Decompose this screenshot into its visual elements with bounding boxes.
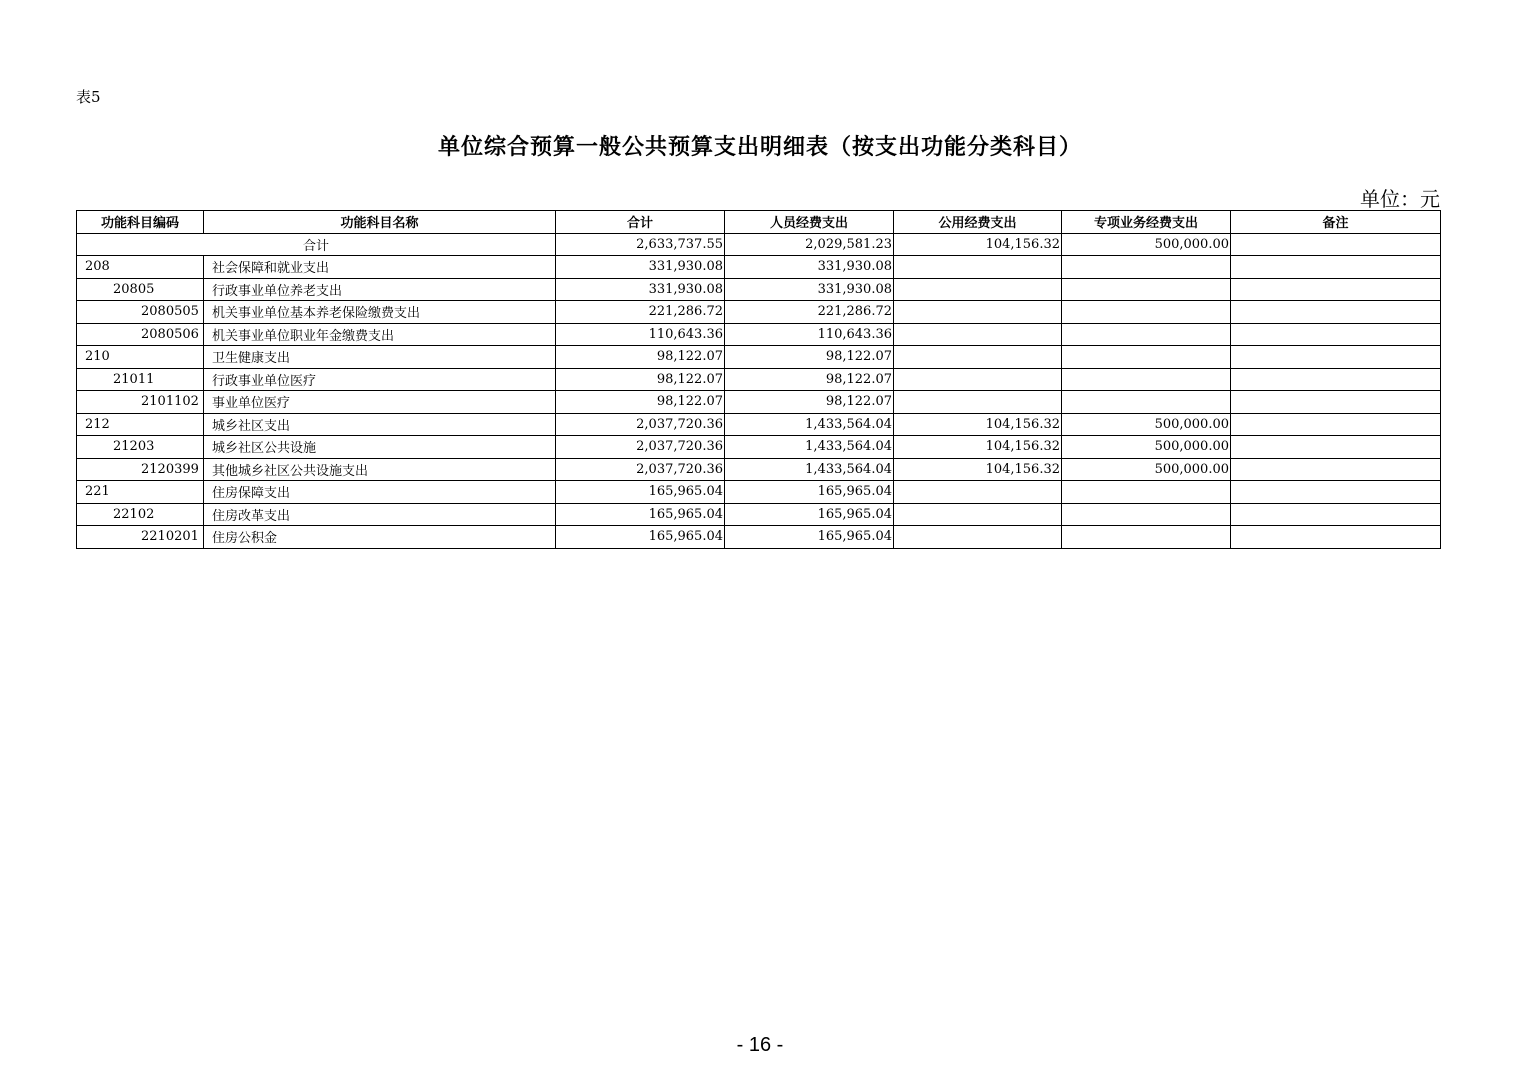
cell-note xyxy=(1231,436,1441,459)
budget-table xyxy=(76,210,1441,549)
cell-code: 21203 xyxy=(77,436,204,459)
cell-special xyxy=(1062,368,1231,391)
column-header-code: 功能科目编码 xyxy=(77,211,204,234)
cell-total: 331,930.08 xyxy=(556,256,725,279)
cell-code: 2080506 xyxy=(77,323,204,346)
column-header-name: 功能科目名称 xyxy=(204,211,556,234)
column-header-special: 专项业务经费支出 xyxy=(1062,211,1231,234)
cell-code: 2080505 xyxy=(77,301,204,324)
cell-public xyxy=(894,256,1062,279)
cell-public xyxy=(894,368,1062,391)
cell-public xyxy=(894,526,1062,549)
cell-personnel: 98,122.07 xyxy=(725,368,894,391)
cell-total: 98,122.07 xyxy=(556,391,725,414)
cell-name: 机关事业单位基本养老保险缴费支出 xyxy=(204,301,556,324)
total-cell-public: 104,156.32 xyxy=(894,233,1062,256)
cell-personnel: 165,965.04 xyxy=(725,481,894,504)
cell-note xyxy=(1231,503,1441,526)
cell-personnel: 1,433,564.04 xyxy=(725,436,894,459)
cell-personnel: 331,930.08 xyxy=(725,256,894,279)
table-row xyxy=(77,458,1441,481)
cell-name: 住房公积金 xyxy=(204,526,556,549)
cell-special xyxy=(1062,278,1231,301)
cell-total: 98,122.07 xyxy=(556,368,725,391)
cell-public xyxy=(894,346,1062,369)
cell-total: 2,037,720.36 xyxy=(556,413,725,436)
cell-note xyxy=(1231,301,1441,324)
cell-total: 2,037,720.36 xyxy=(556,436,725,459)
column-header-total: 合计 xyxy=(556,211,725,234)
column-header-personnel: 人员经费支出 xyxy=(725,211,894,234)
cell-public: 104,156.32 xyxy=(894,458,1062,481)
cell-total: 331,930.08 xyxy=(556,278,725,301)
table-row xyxy=(77,503,1441,526)
cell-name: 住房改革支出 xyxy=(204,503,556,526)
cell-name: 行政事业单位养老支出 xyxy=(204,278,556,301)
cell-public xyxy=(894,323,1062,346)
cell-code: 212 xyxy=(77,413,204,436)
total-cell-note xyxy=(1231,233,1441,256)
cell-total: 165,965.04 xyxy=(556,481,725,504)
cell-special xyxy=(1062,481,1231,504)
total-cell-special: 500,000.00 xyxy=(1062,233,1231,256)
cell-public xyxy=(894,278,1062,301)
cell-special: 500,000.00 xyxy=(1062,458,1231,481)
table-row xyxy=(77,481,1441,504)
column-header-public: 公用经费支出 xyxy=(894,211,1062,234)
total-row xyxy=(77,233,1441,256)
cell-total: 165,965.04 xyxy=(556,503,725,526)
cell-code: 208 xyxy=(77,256,204,279)
total-cell-total: 2,633,737.55 xyxy=(556,233,725,256)
table-row xyxy=(77,301,1441,324)
cell-public: 104,156.32 xyxy=(894,413,1062,436)
cell-personnel: 98,122.07 xyxy=(725,391,894,414)
cell-public xyxy=(894,503,1062,526)
cell-personnel: 165,965.04 xyxy=(725,503,894,526)
cell-public: 104,156.32 xyxy=(894,436,1062,459)
table-number: 表5 xyxy=(76,88,101,106)
table-row xyxy=(77,368,1441,391)
cell-note xyxy=(1231,368,1441,391)
total-label: 合计 xyxy=(77,233,556,256)
cell-total: 221,286.72 xyxy=(556,301,725,324)
cell-code: 221 xyxy=(77,481,204,504)
cell-name: 社会保障和就业支出 xyxy=(204,256,556,279)
cell-note xyxy=(1231,323,1441,346)
cell-name: 城乡社区公共设施 xyxy=(204,436,556,459)
cell-name: 城乡社区支出 xyxy=(204,413,556,436)
cell-name: 事业单位医疗 xyxy=(204,391,556,414)
cell-special: 500,000.00 xyxy=(1062,413,1231,436)
cell-note xyxy=(1231,481,1441,504)
cell-total: 110,643.36 xyxy=(556,323,725,346)
cell-total: 165,965.04 xyxy=(556,526,725,549)
cell-special xyxy=(1062,526,1231,549)
cell-personnel: 331,930.08 xyxy=(725,278,894,301)
cell-special xyxy=(1062,323,1231,346)
cell-total: 2,037,720.36 xyxy=(556,458,725,481)
cell-name: 行政事业单位医疗 xyxy=(204,368,556,391)
cell-special xyxy=(1062,346,1231,369)
cell-note xyxy=(1231,458,1441,481)
table-row xyxy=(77,526,1441,549)
cell-note xyxy=(1231,256,1441,279)
page-title: 单位综合预算一般公共预算支出明细表（按支出功能分类科目） xyxy=(437,134,1082,160)
cell-note xyxy=(1231,391,1441,414)
cell-special xyxy=(1062,391,1231,414)
table-row xyxy=(77,323,1441,346)
cell-special xyxy=(1062,256,1231,279)
cell-name: 机关事业单位职业年金缴费支出 xyxy=(204,323,556,346)
cell-code: 20805 xyxy=(77,278,204,301)
cell-special: 500,000.00 xyxy=(1062,436,1231,459)
cell-note xyxy=(1231,278,1441,301)
table-row xyxy=(77,346,1441,369)
cell-note xyxy=(1231,526,1441,549)
cell-name: 卫生健康支出 xyxy=(204,346,556,369)
unit-label: 单位：元 xyxy=(1360,187,1440,211)
page-number: - 16 - xyxy=(736,1034,784,1056)
cell-code: 2210201 xyxy=(77,526,204,549)
cell-name: 住房保障支出 xyxy=(204,481,556,504)
cell-name: 其他城乡社区公共设施支出 xyxy=(204,458,556,481)
cell-total: 98,122.07 xyxy=(556,346,725,369)
cell-code: 2120399 xyxy=(77,458,204,481)
cell-code: 22102 xyxy=(77,503,204,526)
table-row xyxy=(77,436,1441,459)
cell-personnel: 110,643.36 xyxy=(725,323,894,346)
cell-code: 210 xyxy=(77,346,204,369)
table-row xyxy=(77,256,1441,279)
cell-code: 2101102 xyxy=(77,391,204,414)
total-cell-personnel: 2,029,581.23 xyxy=(725,233,894,256)
table-row xyxy=(77,278,1441,301)
cell-personnel: 221,286.72 xyxy=(725,301,894,324)
cell-personnel: 98,122.07 xyxy=(725,346,894,369)
cell-note xyxy=(1231,346,1441,369)
cell-public xyxy=(894,301,1062,324)
cell-personnel: 165,965.04 xyxy=(725,526,894,549)
cell-public xyxy=(894,391,1062,414)
table-header-row xyxy=(77,211,1441,234)
cell-special xyxy=(1062,503,1231,526)
cell-code: 21011 xyxy=(77,368,204,391)
table-row xyxy=(77,391,1441,414)
column-header-note: 备注 xyxy=(1231,211,1441,234)
cell-special xyxy=(1062,301,1231,324)
cell-public xyxy=(894,481,1062,504)
cell-personnel: 1,433,564.04 xyxy=(725,458,894,481)
cell-note xyxy=(1231,413,1441,436)
table-row xyxy=(77,413,1441,436)
cell-personnel: 1,433,564.04 xyxy=(725,413,894,436)
